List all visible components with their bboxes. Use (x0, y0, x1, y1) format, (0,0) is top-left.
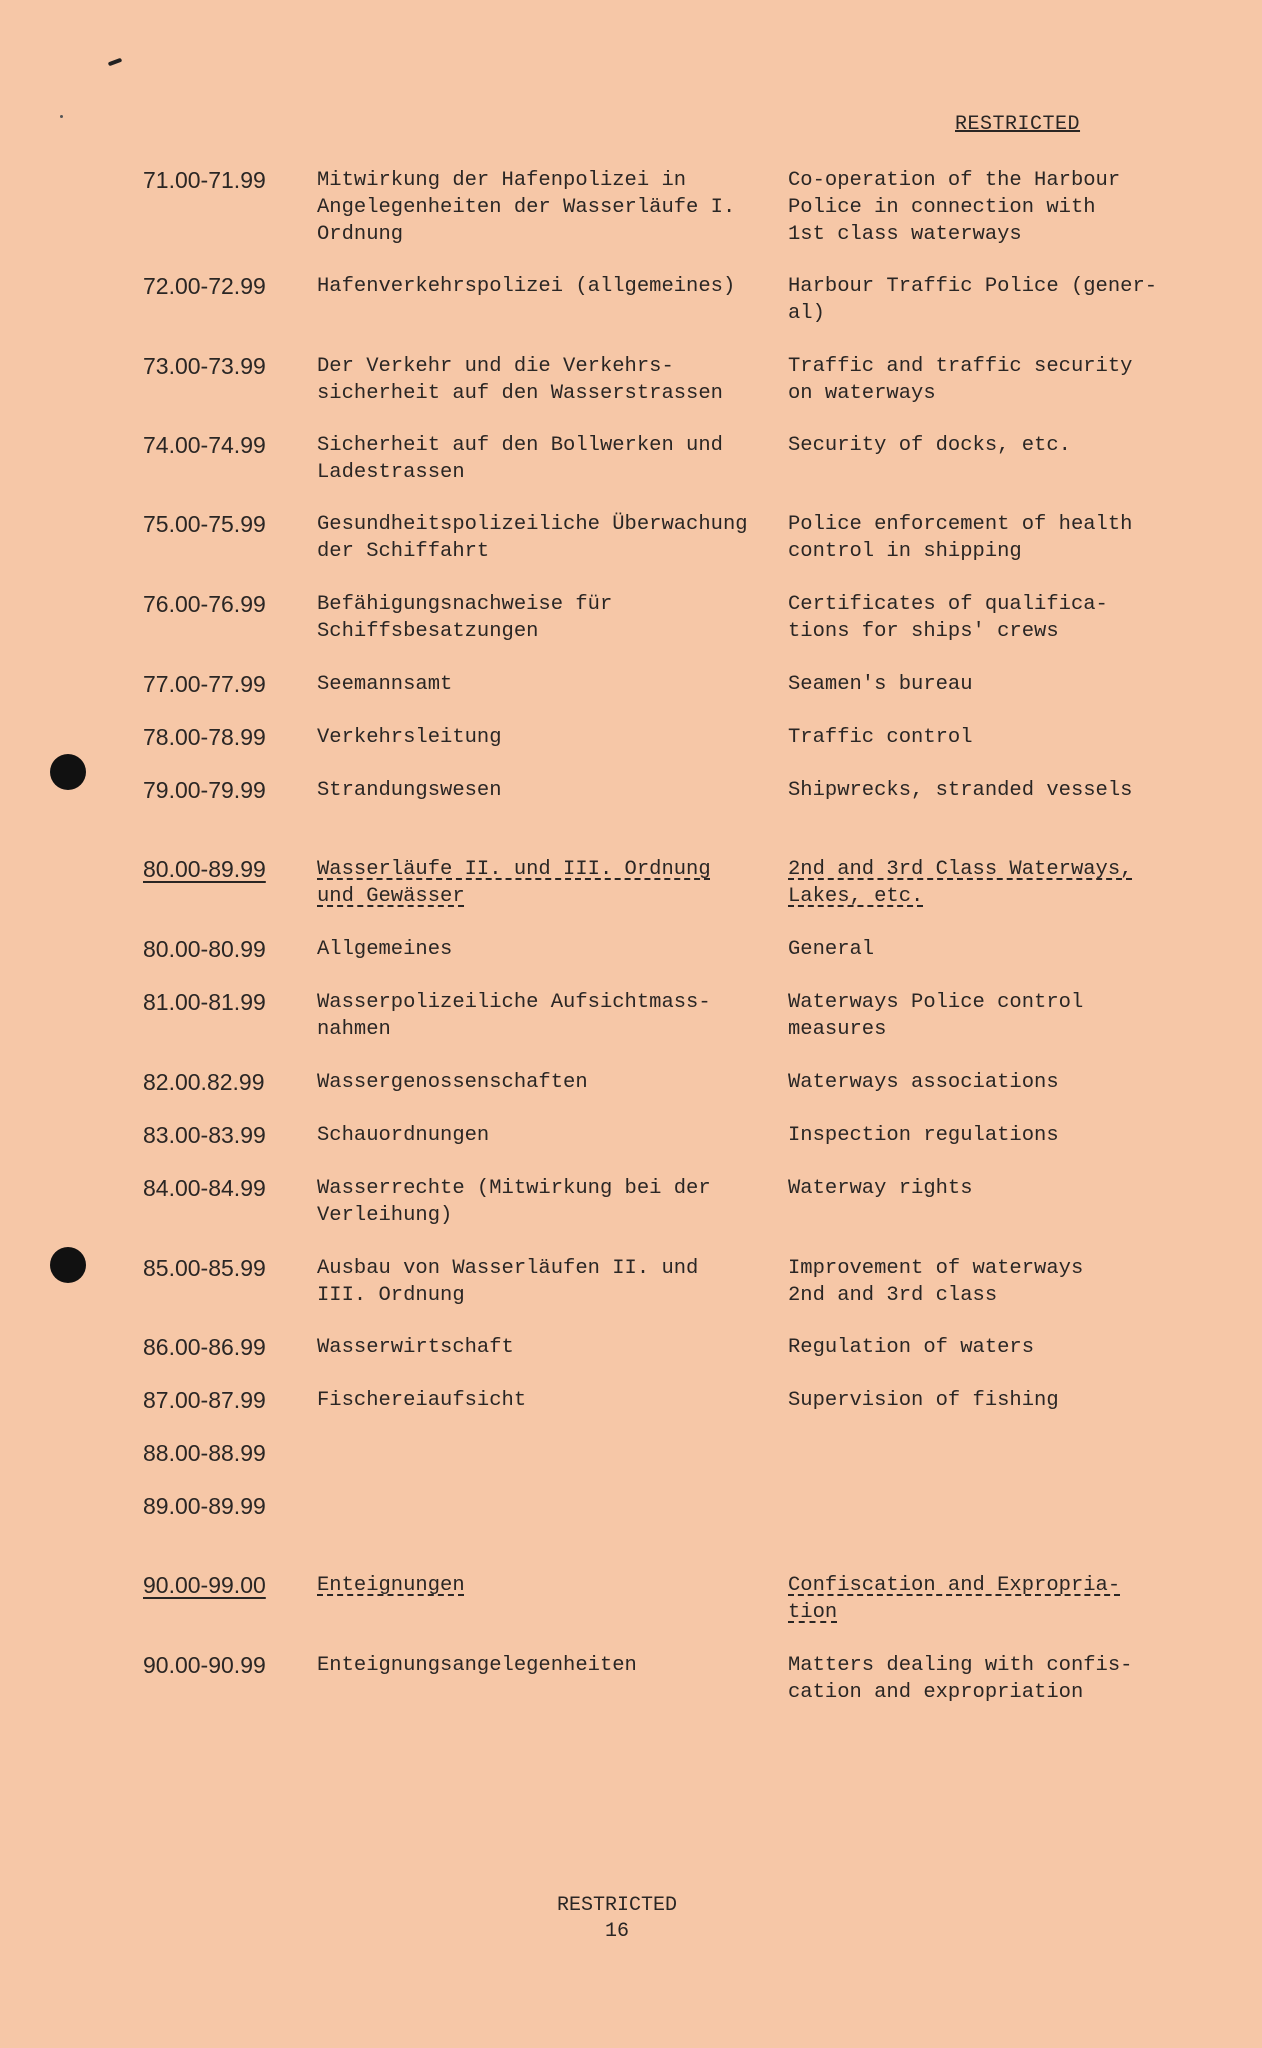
german-subject: Strandungswesen (317, 779, 502, 802)
english-subject: Waterway rights (788, 1177, 973, 1200)
file-code: 75.00-75.99 (143, 511, 266, 537)
file-code: 78.00-78.99 (143, 724, 266, 750)
german-subject: Wassergenossenschaften (317, 1071, 588, 1094)
german-subject: Sicherheit auf den Bollwerken und Ladestrassen (317, 434, 723, 484)
german-subject: Wasserpolizeiliche Aufsichtmass- nahmen (317, 991, 711, 1041)
english-subject: Waterways associations (788, 1071, 1059, 1094)
english-subject: Certificates of qualifica- tions for ships' crews (788, 593, 1108, 643)
file-code: 85.00-85.99 (143, 1255, 266, 1281)
german-subject: Enteignungen (317, 1574, 465, 1597)
english-subject: Security of docks, etc. (788, 434, 1071, 457)
file-code: 73.00-73.99 (143, 353, 266, 379)
german-subject: Enteignungsangelegenheiten (317, 1654, 637, 1677)
file-code: 77.00-77.99 (143, 671, 266, 697)
german-subject: Schauordnungen (317, 1124, 490, 1147)
english-subject: Waterways Police control measures (788, 991, 1084, 1041)
file-code: 72.00-72.99 (143, 273, 266, 299)
german-subject: Hafenverkehrspolizei (allgemeines) (317, 275, 736, 298)
german-subject: Wasserrechte (Mitwirkung bei der Verleihung) (317, 1177, 711, 1227)
english-subject: Co-operation of the Harbour Police in connection with 1st class waterways (788, 169, 1121, 246)
file-code: 90.00-90.99 (143, 1652, 266, 1678)
english-subject: Traffic control (788, 726, 973, 749)
english-subject: Shipwrecks, stranded vessels (788, 779, 1133, 802)
punch-hole-lower (50, 1247, 86, 1283)
german-subject: Befähigungsnachweise für Schiffsbesatzungen (317, 593, 613, 643)
english-subject: Police enforcement of health control in shipping (788, 513, 1133, 563)
english-subject: Inspection regulations (788, 1124, 1059, 1147)
file-code: 87.00-87.99 (143, 1387, 266, 1413)
english-subject: Confiscation and Expropria- tion (788, 1574, 1121, 1624)
german-subject: Fischereiaufsicht (317, 1389, 527, 1412)
punch-hole-upper (50, 754, 86, 790)
file-code: 71.00-71.99 (143, 167, 266, 193)
file-code: 80.00-89.99 (143, 856, 266, 882)
english-subject: Improvement of waterways 2nd and 3rd class (788, 1257, 1084, 1307)
english-subject: Matters dealing with confis- cation and expropriation (788, 1654, 1133, 1704)
german-subject: Ausbau von Wasserläufen II. und III. Ordnung (317, 1257, 699, 1307)
footer (557, 1893, 677, 1945)
file-code: 76.00-76.99 (143, 591, 266, 617)
german-subject: Seemannsamt (317, 673, 453, 696)
english-subject: Harbour Traffic Police (gener- al) (788, 275, 1158, 325)
german-subject: Der Verkehr und die Verkehrs- sicherheit auf den Wasserstrassen (317, 355, 723, 405)
german-subject: Allgemeines (317, 938, 453, 961)
german-subject: Wasserläufe II. und III. Ordnung und Gewässer (317, 858, 711, 908)
file-code: 74.00-74.99 (143, 432, 266, 458)
footer-classification: RESTRICTED (557, 1894, 678, 1917)
file-code: 81.00-81.99 (143, 989, 266, 1015)
file-code: 80.00-80.99 (143, 936, 266, 962)
english-subject: Traffic and traffic security on waterways (788, 355, 1133, 405)
german-subject: Wasserwirtschaft (317, 1336, 514, 1359)
page-number: 16 (604, 1920, 629, 1943)
pen-mark (108, 58, 123, 67)
german-subject: Mitwirkung der Hafenpolizei in Angelegenheiten der Wasserläufe I. Ordnung (317, 169, 736, 246)
header-classification: RESTRICTED (955, 113, 1081, 136)
file-code: 90.00-99.00 (143, 1572, 266, 1598)
german-subject: Verkehrsleitung (317, 726, 502, 749)
german-subject: Gesundheitspolizeiliche Überwachung der Schiffahrt (317, 513, 748, 563)
file-code: 79.00-79.99 (143, 777, 266, 803)
file-code: 83.00-83.99 (143, 1122, 266, 1148)
english-subject: 2nd and 3rd Class Waterways, Lakes, etc. (788, 858, 1133, 908)
file-code: 86.00-86.99 (143, 1334, 266, 1360)
file-code: 89.00-89.99 (143, 1493, 266, 1519)
file-code: 82.00.82.99 (143, 1069, 265, 1095)
english-subject: Supervision of fishing (788, 1389, 1059, 1412)
english-subject: Regulation of waters (788, 1336, 1035, 1359)
file-code: 84.00-84.99 (143, 1175, 266, 1201)
file-code: 88.00-88.99 (143, 1440, 266, 1466)
english-subject: General (788, 938, 875, 961)
english-subject: Seamen's bureau (788, 673, 973, 696)
paper-speck (60, 115, 63, 118)
